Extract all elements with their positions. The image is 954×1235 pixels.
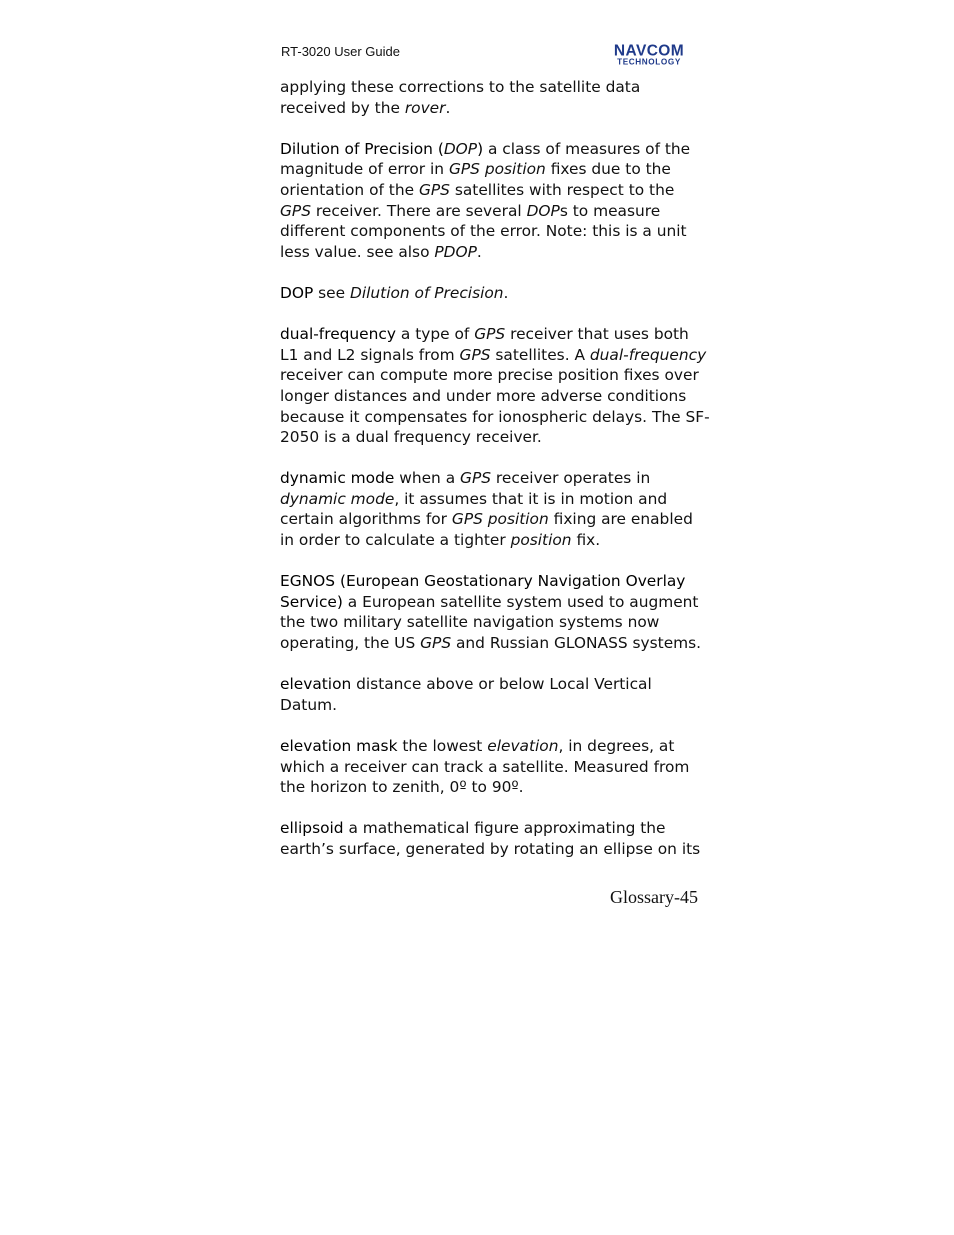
- definition-text: fix.: [571, 531, 601, 550]
- definition-text: satellites with respect to the: [449, 180, 675, 199]
- definition-text: the lowest: [397, 737, 488, 755]
- definition-text: , it assumes that it is in motion and certain algorithms for: [280, 489, 668, 529]
- glossary-entry-dual-frequency: [280, 324, 710, 448]
- emphasized-text: position: [510, 531, 572, 550]
- glossary-entry-dynamic-mode: [280, 468, 710, 550]
- running-header-title: RT-3020 User Guide: [281, 44, 400, 59]
- definition-text: a type of: [395, 325, 475, 344]
- definition-text: when a: [394, 469, 461, 488]
- emphasized-text: PDOP: [434, 242, 477, 261]
- definition-text: receiver operates in: [491, 469, 651, 488]
- definition-text: s to measure different components of the error. Note: this is a unit less value. see also: [280, 201, 687, 261]
- emphasized-text: GPS: [474, 325, 506, 344]
- definition-text: fixing are enabled in order to calculate a tighter: [280, 510, 693, 550]
- glossary-entry-elevation-mask: [280, 736, 710, 798]
- emphasized-text: GPS: [460, 469, 492, 488]
- emphasized-text: GPS: [280, 201, 311, 220]
- glossary-term: elevation: [280, 675, 352, 694]
- glossary-entry-continuation: [280, 77, 710, 118]
- glossary-term: dual-frequency: [280, 325, 396, 344]
- emphasized-text: GPS: [420, 634, 452, 653]
- emphasized-text: rover: [404, 98, 446, 117]
- emphasized-text: Dilution of Precision: [350, 283, 504, 302]
- definition-text: receiver can compute more precise position fixes over longer distances and under more adverse conditions because it compensates for ionospheric delays. The SF-2050 is a dual frequency receiver.: [280, 366, 710, 447]
- glossary-term: Dilution of Precision (: [280, 139, 444, 158]
- definition-text: a mathematical figure approximating the earth’s surface, generated by rotating an ellipse on its: [280, 819, 701, 858]
- emphasized-text: GPS: [459, 345, 491, 364]
- glossary-entry-dilution-of-precision: [280, 139, 710, 263]
- logo-navcom-text: NAVCOM: [613, 42, 685, 60]
- definition-text: a class of measures of the magnitude of error in: [280, 139, 691, 179]
- emphasized-text: GPS: [418, 180, 450, 199]
- glossary-term: dynamic mode: [280, 469, 395, 488]
- definition-text: applying these corrections to the satellite data received by the: [280, 78, 641, 117]
- definition-text: .: [476, 242, 482, 261]
- glossary-term: ): [477, 139, 484, 158]
- logo-technology-text: TECHNOLOGY: [617, 57, 681, 66]
- glossary-content: [280, 77, 710, 880]
- glossary-term: DOP: [280, 283, 314, 302]
- definition-text: fixes due to the orientation of the: [280, 160, 671, 199]
- definition-text: , in degrees, at which a receiver can track a satellite. Measured from the horizon to zenith, 0º to 90º.: [280, 737, 690, 797]
- emphasized-text: dual-frequency: [589, 345, 707, 364]
- definition-text: receiver. There are several: [310, 201, 527, 220]
- page-number: Glossary-45: [610, 887, 698, 907]
- glossary-term: EGNOS (European Geostationary Navigation Overlay Service): [280, 572, 686, 611]
- emphasized-text: GPS position: [451, 510, 549, 529]
- definition-text: a European satellite system used to augment the two military satellite navigation systems now operating, the US: [280, 592, 699, 653]
- definition-text: receiver that uses both L1 and L2 signals from: [280, 325, 689, 364]
- emphasized-text: DOP: [443, 139, 478, 158]
- definition-text: distance above or below Local Vertical Datum.: [280, 675, 652, 714]
- glossary-entry-egnos: [280, 571, 710, 653]
- definition-text: and Russian GLONASS systems.: [451, 634, 702, 653]
- definition-text: .: [445, 98, 451, 117]
- glossary-entry-elevation: [280, 674, 710, 715]
- emphasized-text: dynamic mode: [280, 489, 395, 508]
- definition-text: .: [503, 283, 509, 302]
- glossary-entry-ellipsoid: [280, 818, 710, 859]
- definition-text: satellites. A: [490, 345, 590, 364]
- glossary-term: elevation mask: [280, 737, 398, 755]
- emphasized-text: GPS position: [448, 160, 546, 179]
- glossary-entry-dop: [280, 283, 710, 304]
- emphasized-text: DOP: [526, 201, 560, 220]
- emphasized-text: elevation: [487, 737, 559, 755]
- definition-text: see: [313, 283, 350, 302]
- glossary-term: ellipsoid: [280, 819, 344, 838]
- navcom-technology-logo: [589, 42, 709, 66]
